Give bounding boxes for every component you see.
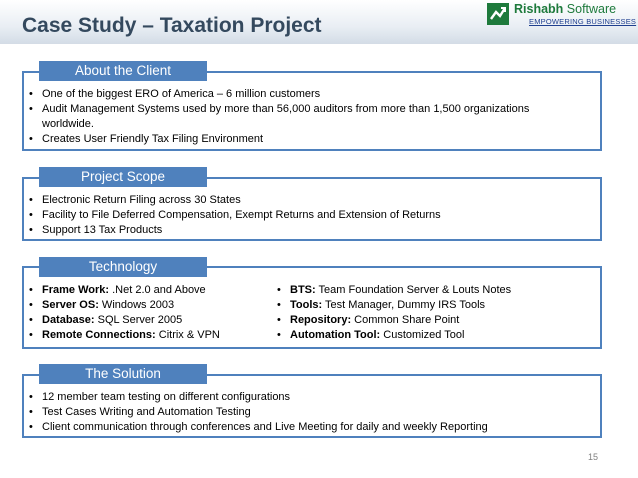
technology-item (272, 283, 592, 298)
technology-item-value: Customized Tool (380, 329, 465, 341)
logo-brand: Rishabh (514, 2, 564, 16)
company-logo (487, 2, 635, 28)
technology-item-value: Common Share Point (351, 314, 460, 326)
technology-item-value: SQL Server 2005 (94, 314, 183, 326)
technology-item-label: Frame Work: (42, 284, 110, 296)
technology-panel (22, 266, 602, 349)
project-scope-heading: Project Scope (39, 167, 207, 187)
technology-item-value: Citrix & VPN (155, 329, 220, 341)
technology-item-label: Server OS: (42, 299, 99, 311)
page-title: Case Study – Taxation Project (22, 14, 322, 37)
technology-item-label: BTS: (290, 284, 316, 296)
technology-item-label: Tools: (290, 299, 323, 311)
technology-item-label: Database: (42, 314, 95, 326)
technology-item-label: Repository: (290, 314, 352, 326)
bullet-item: • Creates User Friendly Tax Filing Environment (24, 132, 584, 147)
project-scope-list (24, 193, 584, 238)
technology-item-label: Remote Connections: (42, 329, 156, 341)
technology-item (272, 313, 592, 328)
technology-item (272, 298, 592, 313)
logo-tagline: EMPOWERING BUSINESSES (529, 17, 637, 26)
about-client-panel (22, 71, 602, 151)
technology-list-right (272, 283, 592, 343)
bullet-item: • Audit Management Systems used by more than 56,000 auditors from more than 1,500 organizations worldwide. (24, 102, 584, 132)
technology-item-value: .Net 2.0 and Above (109, 284, 206, 296)
about-client-heading: About the Client (39, 61, 207, 81)
technology-item-value: Test Manager, Dummy IRS Tools (322, 299, 486, 311)
technology-item (24, 283, 274, 298)
technology-item-value: Team Foundation Server & Louts Notes (315, 284, 512, 296)
logo-software: Software (566, 2, 617, 16)
technology-list-left (24, 283, 274, 343)
technology-item (272, 328, 592, 343)
logo-mark-icon (487, 3, 509, 25)
about-client-list (24, 87, 584, 147)
bullet-item: • Client communication through conferences and Live Meeting for daily and weekly Reporting (24, 420, 584, 435)
technology-heading: Technology (39, 257, 207, 277)
technology-item (24, 298, 274, 313)
bullet-item: • Test Cases Writing and Automation Testing (24, 405, 584, 420)
page-number: 15 (588, 452, 599, 462)
bullet-item: • Facility to File Deferred Compensation, Exempt Returns and Extension of Returns (24, 208, 584, 223)
bullet-item: • Support 13 Tax Products (24, 223, 584, 238)
solution-heading: The Solution (39, 364, 207, 384)
bullet-item: • 12 member team testing on different configurations (24, 390, 584, 405)
logo-name (514, 2, 616, 16)
technology-item-value: Windows 2003 (98, 299, 175, 311)
technology-item-label: Automation Tool: (290, 329, 381, 341)
technology-item (24, 313, 274, 328)
bullet-item: • One of the biggest ERO of America – 6 million customers (24, 87, 584, 102)
bullet-item: • Electronic Return Filing across 30 States (24, 193, 584, 208)
solution-list (24, 390, 584, 435)
technology-item (24, 328, 274, 343)
